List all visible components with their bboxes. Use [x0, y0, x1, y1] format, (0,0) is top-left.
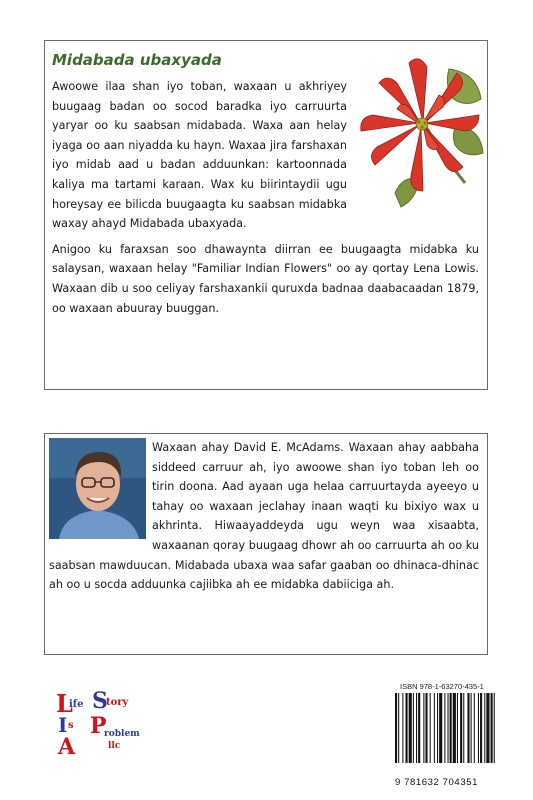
logo-word-roblem: roblem: [104, 729, 140, 739]
author-bio-paragraph: Waxaan ahay David E. McAdams. Waxaan ahay aabbaha siddeed carruur ah, iyo awoowe shan iyo toban leh oo tirin doona. Aad ayaan uga helaa carruurtayda ayeeyo u tahay oo waxaan jeclahay inaan waqti ku bixiyo wax u akhrinta. Hiwaayaddeyda ugu weyn waa xisaabta, waxaanan qoray buugaag dhowr ah oo carruurta ah oo ku saabsan mawduucan. Midabada ubaxa waa safar gaaban oo dhinaca-dhinac ah oo u socda adduunka cajiibka ah ee midabka dabiiciga ah.: [49, 441, 479, 592]
barcode-digits: 9 781632 704351: [395, 777, 478, 788]
logo-word-llc: llc: [108, 741, 121, 751]
logo-letter-l: L: [56, 689, 73, 718]
logo-word-s: s: [68, 720, 74, 731]
isbn-label: ISBN 978-1-63270-435-1: [400, 682, 484, 691]
logo-letter-i: I: [58, 713, 68, 737]
logo-letter-p: P: [90, 713, 107, 739]
intro-text-box: [44, 40, 488, 390]
intro-paragraph-2: Anigoo ku faraxsan soo dhawaynta diirran ee buugaagta midabka ku salaysan, waxaan helay "Familiar Indian Flowers" oo ay qortay Lena Lowis. Waxaan dib u soo celiyay farshaxankii quruxda badnaa daabacaadan 1879, oo waxaan abuuray buuggan.: [52, 242, 479, 315]
author-bio-box: [44, 433, 488, 655]
logo-word-ife: ife: [69, 699, 84, 710]
book-title-heading: Midabada ubaxyada: [52, 51, 222, 69]
logo-letter-s: S: [92, 688, 108, 714]
logo-word-tory: tory: [106, 697, 129, 708]
life-is-story-problem-logo: [54, 686, 148, 756]
isbn-barcode: [395, 693, 521, 763]
author-photo: [49, 438, 146, 539]
intro-paragraph-1: Awoowe ilaa shan iyo toban, waxaan u akhriyey buugaag badan oo socod baradka iyo carruurta yaryar oo ku saabsan midabada. Waxa aan helay iyaga oo aan niyadda ku hayn. Waxaa jira farshaxan iyo midab aad u badan adduunkan: kartoonnada kaliya ma tartami karaan. Wax ku biirintaydii ugu horeysay ee bilicda buugaagta ku saabsan midabka waxay ahayd Midabada ubaxyada.: [52, 80, 347, 231]
logo-letter-a: A: [58, 734, 76, 756]
poinsettia-flower-illustration: [353, 43, 485, 213]
